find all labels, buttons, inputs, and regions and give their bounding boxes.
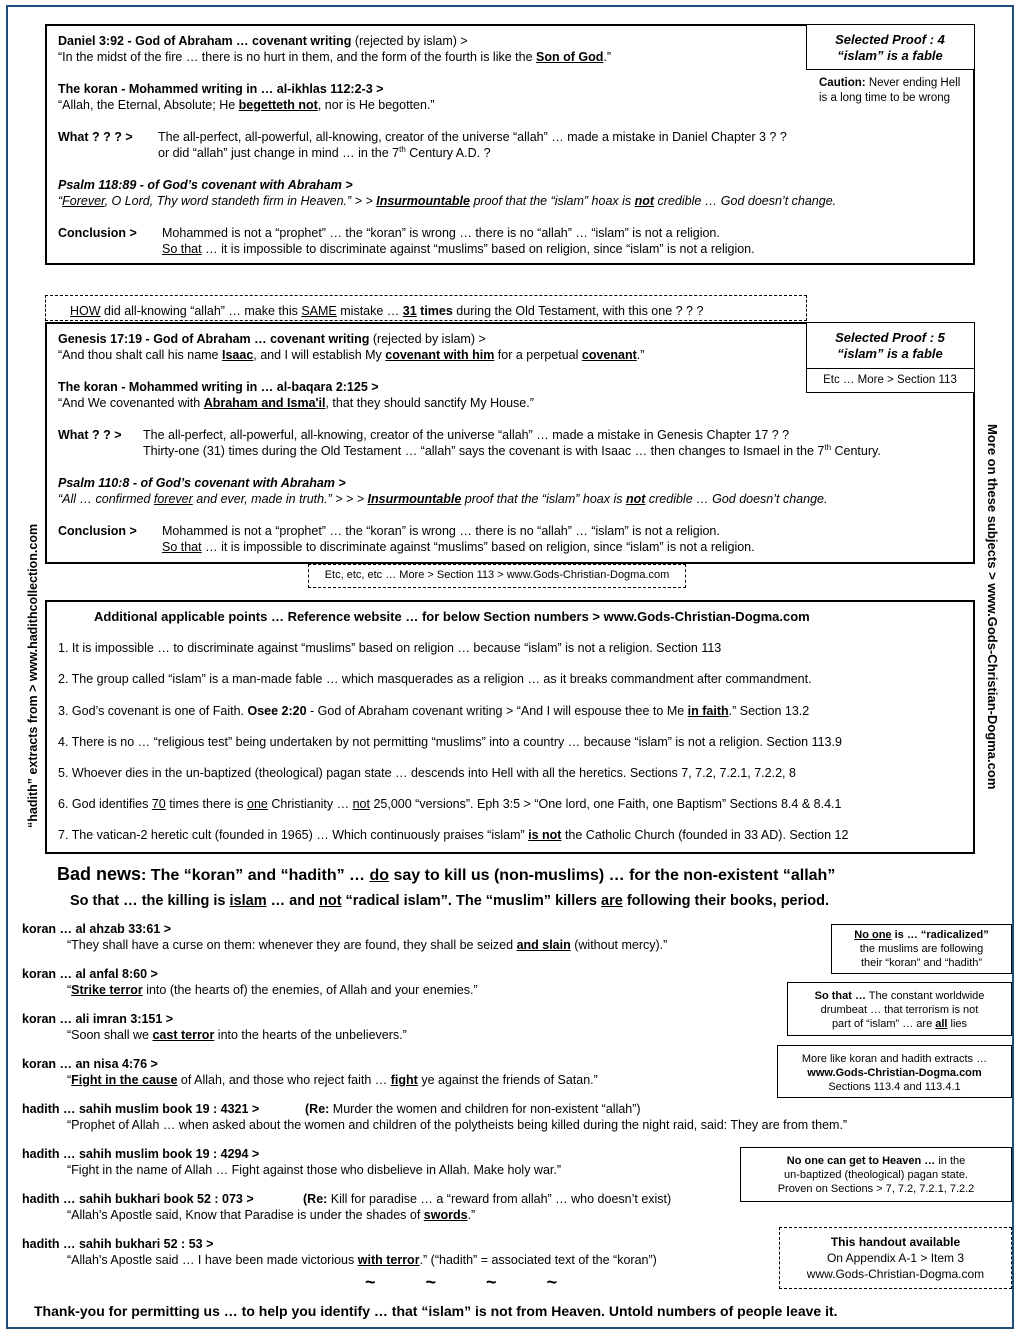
point-3: 3. God’s covenant is one of Faith. Osee 2:20 - God of Abraham covenant writing > “And I will espouse thee to Me in faith.” Section 13.2 — [58, 704, 810, 718]
what-label-1: What ? ? ? > — [58, 130, 133, 144]
proof-4-title: Selected Proof : 4 — [835, 32, 945, 47]
right-vertical-text: More on these subjects > www.Gods-Christian-Dogma.com — [985, 424, 1000, 790]
how-text: HOW did all-knowing “allah” … make this SAME mistake … 31 times during the Old Testament, with this one ? ? ? — [70, 304, 704, 318]
proof-5-divider — [806, 368, 974, 369]
bad-news-subheading: So that … the killing is islam … and not “radical islam”. The “muslim” killers are following their books, period. — [70, 893, 830, 909]
more-extracts-text: More like koran and hadith extracts … www.Gods-Christian-Dogma.com Sections 113.4 and 113.4.1 — [801, 1053, 988, 1093]
quote-text: “Allah's Apostle said, Know that Paradise is under the shades of swords.” — [67, 1208, 476, 1222]
conclusion-text-2b: So that … it is impossible to discriminate against “muslims” based on religion, since “islam” is not a religion. — [162, 540, 755, 554]
left-vertical-text: “hadith” extracts from > www.hadithcollection.com — [26, 523, 40, 828]
conclusion-text-1: Mohammed is not a “prophet” … the “koran” is wrong … there is no “allah” … “islam” is not a religion. — [162, 226, 720, 240]
quote-ref: koran … al ahzab 33:61 > — [22, 922, 172, 936]
etc-website-text: Etc, etc, etc … More > Section 113 > www.Gods-Christian-Dogma.com — [324, 569, 670, 581]
point-7: 7. The vatican-2 heretic cult (founded in 1965) … Which continuously praises “islam” is not the Catholic Church (founded in 33 AD). Section 12 — [58, 828, 849, 842]
tilde-separator: ~ ~ ~ ~ — [365, 1272, 558, 1292]
quote-text: “Strike terror into (the hearts of) the enemies, of Allah and your enemies.” — [67, 983, 478, 997]
quote-re-note: (Re: Kill for paradise … a “reward from allah” … who doesn’t exist) — [303, 1192, 672, 1206]
point-2: 2. The group called “islam” is a man-made fable … which masquerades as a religion … as it breaks commandment after commandment. — [58, 672, 812, 686]
quote-ref: koran … al anfal 8:60 > — [22, 967, 158, 981]
what-label-2: What ? ? > — [58, 428, 122, 442]
proof-5-subtitle: “islam” is a fable — [837, 346, 943, 361]
quote-text: “Fight in the cause of Allah, and those who reject faith … fight ye against the friends of Satan.” — [67, 1073, 598, 1087]
quote-ref: koran … ali imran 3:151 > — [22, 1012, 174, 1026]
quote-ref: hadith … sahih bukhari book 52 : 073 > — [22, 1192, 254, 1206]
baqara-ref: The koran - Mohammed writing in … al-baqara 2:125 > — [58, 380, 379, 394]
genesis-ref: Genesis 17:19 - God of Abraham … covenant writing (rejected by islam) > — [58, 332, 486, 346]
points-header: Additional applicable points … Reference website … for below Section numbers > www.Gods-Christian-Dogma.com — [94, 609, 810, 624]
quote-ref: hadith … sahih muslim book 19 : 4321 > — [22, 1102, 260, 1116]
bad-news-heading: Bad news: The “koran” and “hadith” … do say to kill us (non-muslims) … for the non-existent “allah” — [57, 864, 836, 884]
proof-4-subtitle: “islam” is a fable — [837, 48, 943, 63]
daniel-ref: Daniel 3:92 - God of Abraham … covenant writing (rejected by islam) > — [58, 34, 468, 48]
proof-5-title: Selected Proof : 5 — [835, 330, 945, 345]
quote-text: “Prophet of Allah … when asked about the women and children of the polytheists being killed during the night raid, said: They are from them.” — [67, 1118, 848, 1132]
conclusion-text-1b: So that … it is impossible to discriminate against “muslims” based on religion, since “islam” is not a religion. — [162, 242, 755, 256]
ikhlas-quote: “Allah, the Eternal, Absolute; He begetteth not, nor is He begotten.” — [58, 98, 435, 112]
psalm-118-quote: “Forever, O Lord, Thy word standeth firm in Heaven.” > > Insurmountable proof that the “islam” hoax is not credible … God doesn’t change. — [58, 194, 837, 208]
ikhlas-ref: The koran - Mohammed writing in … al-ikhlas 112:2-3 > — [58, 82, 384, 96]
what-text-1: The all-perfect, all-powerful, all-knowing, creator of the universe “allah” … made a mistake in Daniel Chapter 3 ? ? — [158, 130, 787, 144]
quote-ref: hadith … sahih bukhari 52 : 53 > — [22, 1237, 214, 1251]
daniel-quote: “In the midst of the fire … there is no hurt in them, and the form of the fourth is like the Son of God.” — [58, 50, 612, 64]
conclusion-label-1: Conclusion > — [58, 226, 137, 240]
point-6: 6. God identifies 70 times there is one Christianity … not 25,000 “versions”. Eph 3:5 > “One lord, one Faith, one Baptism” Sections 8.4 & 8.4.1 — [58, 797, 842, 811]
point-4: 4. There is no … “religious test” being undertaken by not permitting “muslims” into a country … because “islam” is not a religion. Section 113.9 — [58, 735, 842, 749]
caution-label: Caution: — [819, 77, 866, 89]
drumbeat-text: So that … The constant worldwide drumbeat … that terrorism is not part of “islam” … are all lies — [814, 990, 985, 1030]
points-panel — [45, 600, 975, 854]
point-5: 5. Whoever dies in the un-baptized (theological) pagan state … descends into Hell with all the heretics. Sections 7, 7.2, 7.2.1, 7.2.2, 8 — [58, 766, 796, 780]
what-text-2b: Thirty-one (31) times during the Old Testament … “allah” says the covenant is with Isaac … then changes to Ismael in the 7th Century. — [143, 442, 881, 458]
handout-text: This handout available On Appendix A-1 > Item 3 www.Gods-Christian-Dogma.com — [806, 1235, 985, 1281]
quote-ref: hadith … sahih muslim book 19 : 4294 > — [22, 1147, 260, 1161]
quote-ref: koran … an nisa 4:76 > — [22, 1057, 158, 1071]
genesis-quote: “And thou shalt call his name Isaac, and I will establish My covenant with him for a perpetual covenant.” — [58, 348, 645, 362]
psalm-118-ref: Psalm 118:89 - of God’s covenant with Abraham > — [58, 178, 353, 192]
psalm-110-ref: Psalm 110:8 - of God’s covenant with Abraham > — [58, 476, 346, 490]
etc-more-note: Etc … More > Section 113 — [823, 374, 957, 386]
psalm-110-quote: “All … confirmed forever and ever, made in truth.” > > > Insurmountable proof that the “islam” hoax is not credible … God doesn’t change. — [58, 492, 828, 506]
heaven-text: No one can get to Heaven … in the un-baptized (theological) pagan state. Proven on Sections > 7, 7.2, 7.2.1, 7.2.2 — [777, 1155, 975, 1195]
quote-text: “They shall have a curse on them: whenever they are found, they shall be seized and slain (without mercy).” — [67, 938, 668, 952]
quote-text: “Fight in the name of Allah … Fight against those who disbelieve in Allah. Make holy war.” — [67, 1163, 562, 1177]
quote-text: “Allah's Apostle said … I have been made victorious with terror.” (“hadith” = associated text of the “koran”) — [67, 1253, 657, 1267]
conclusion-label-2: Conclusion > — [58, 524, 137, 538]
baqara-quote: “And We covenanted with Abraham and Isma'il, that they should sanctify My House.” — [58, 396, 534, 410]
caution-note: Caution: Never ending Hell is a long time to be wrong — [819, 77, 961, 104]
footer-text: Thank-you for permitting us … to help you identify … that “islam” is not from Heaven. Untold numbers of people leave it. — [34, 1303, 838, 1319]
quote-re-note: (Re: Murder the women and children for non-existent “allah”) — [305, 1102, 641, 1116]
conclusion-text-2: Mohammed is not a “prophet” … the “koran” is wrong … there is no “allah” … “islam” is not a religion. — [162, 524, 720, 538]
what-text-2: The all-perfect, all-powerful, all-knowing, creator of the universe “allah” … made a mistake in Genesis Chapter 17 ? ? — [143, 428, 790, 442]
what-text-1b: or did “allah” just change in mind … in the 7th Century A.D. ? — [158, 144, 491, 160]
quote-text: “Soon shall we cast terror into the hearts of the unbelievers.” — [67, 1028, 407, 1042]
point-1: 1. It is impossible … to discriminate against “muslims” based on religion … because “islam” is not a religion. Section 113 — [58, 641, 722, 655]
radicalized-text: No one is … “radicalized” the muslims are following their “koran” and “hadith” — [854, 929, 989, 969]
